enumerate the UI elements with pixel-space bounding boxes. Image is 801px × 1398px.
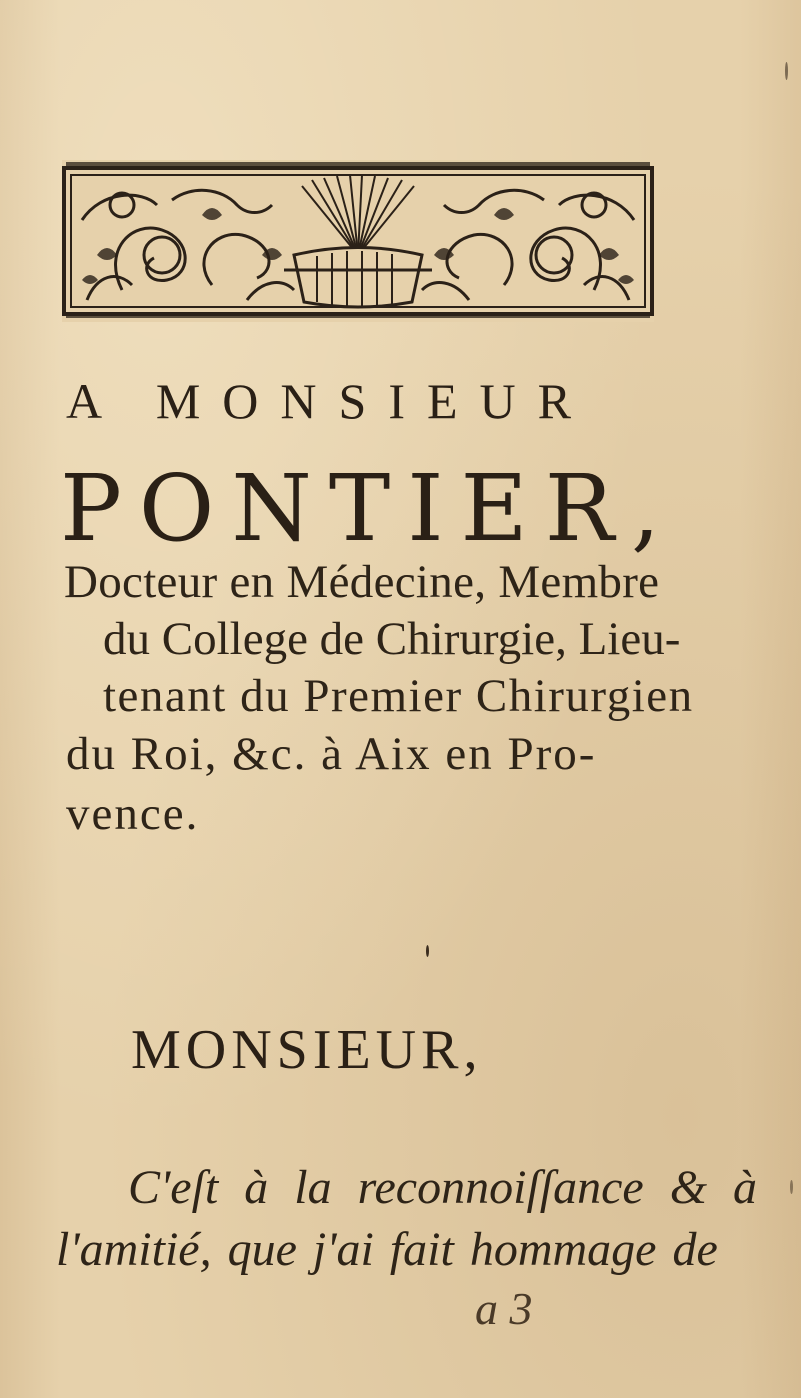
italic-text-line: l'amitié, que j'ai fait hommage de [56,1223,718,1276]
italic-text-line: C'eſt à la reconnoiſſance & à [128,1161,758,1214]
dedication-title-line1: A MONSIEUR [66,373,593,429]
body-line: tenant du Premier Chirurgien [103,670,694,722]
ink-speck [426,945,429,957]
dedication-title-name: PONTIER, [60,455,678,562]
body-line: du College de Chirurgie, Lieu- [103,613,681,665]
body-line: du Roi, &c. à Aix en Pro- [66,728,597,780]
body-line: Docteur en Médecine, Membre [64,556,660,608]
signature-mark: a 3 [475,1283,533,1334]
floral-headpiece-ornament-icon [62,160,654,322]
body-line: vence. [66,788,200,840]
ink-speck [790,1180,793,1194]
salutation: MONSIEUR, [131,1019,483,1081]
ink-speck [785,62,788,80]
